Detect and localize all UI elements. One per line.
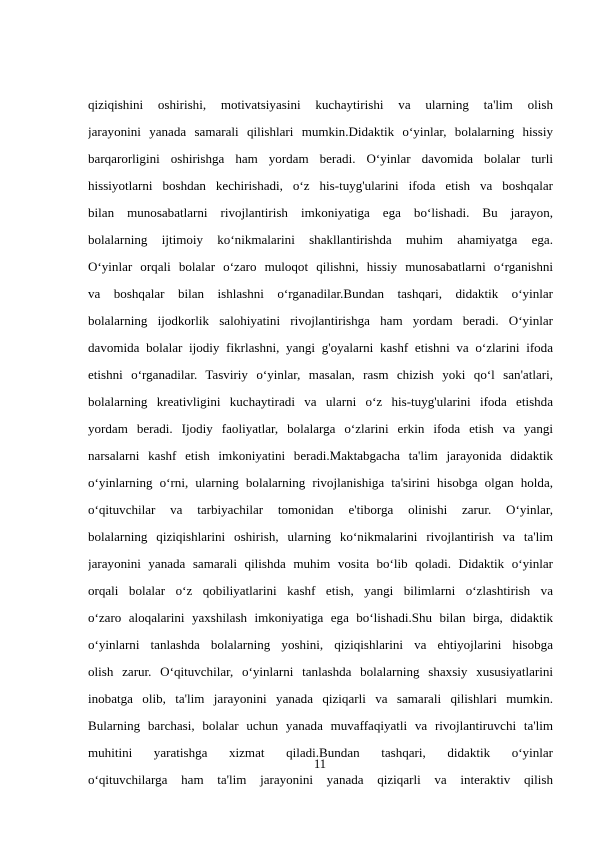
text-line: o‘yinlarni tanlashda bolalarning yoshini, qiziqishlarini va ehtiyojlarini hisobga	[88, 637, 553, 652]
text-line: o‘yinlarning o‘rni, ularning bolalarning rivojlanishiga ta'sirini hisobga olgan holda,	[88, 475, 553, 490]
text-line: bilan munosabatlarni rivojlantirish imkoniyatiga ega bo‘lishadi. Bu jarayon,	[88, 205, 553, 220]
text-line: bolalarning kreativligini kuchaytiradi va ularni o‘z his-tuyg'ularini ifoda etishda	[88, 394, 553, 409]
text-line: O‘yinlar orqali bolalar o‘zaro muloqot qilishni, hissiy munosabatlarni o‘rganishni	[88, 259, 553, 274]
text-line: va boshqalar bilan ishlashni o‘rganadilar.Bundan tashqari, didaktik o‘yinlar	[88, 286, 553, 301]
text-line: muhitini yaratishga xizmat qiladi.Bundan tashqari, didaktik o‘yinlar	[88, 745, 553, 760]
text-line: inobatga olib, ta'lim jarayonini yanada qiziqarli va samarali qilishlari mumkin.	[88, 691, 553, 706]
page-number: 11	[313, 757, 327, 771]
text-line: barqarorligini oshirishga ham yordam beradi. O‘yinlar davomida bolalar turli	[88, 151, 553, 166]
text-line: jarayonini yanada samarali qilishda muhim vosita bo‘lib qoladi. Didaktik o‘yinlar	[88, 556, 553, 571]
text-line: bolalarning ijtimoiy ko‘nikmalarini shakllantirishda muhim ahamiyatga ega.	[88, 232, 553, 247]
text-line: qiziqishini oshirishi, motivatsiyasini kuchaytirishi va ularning ta'lim olish	[88, 97, 553, 112]
text-line: o‘zaro aloqalarini yaxshilash imkoniyatiga ega bo‘lishadi.Shu bilan birga, didaktik	[88, 610, 553, 625]
text-line: yordam beradi. Ijodiy faoliyatlar, bolalarga o‘zlarini erkin ifoda etish va yangi	[88, 421, 553, 436]
text-line: narsalarni kashf etish imkoniyatini beradi.Maktabgacha ta'lim jarayonida didaktik	[88, 448, 553, 463]
text-line: Bularning barchasi, bolalar uchun yanada muvaffaqiyatli va rivojlantiruvchi ta'lim	[88, 718, 553, 733]
text-line: etishni o‘rganadilar. Tasviriy o‘yinlar, masalan, rasm chizish yoki qo‘l san'atlari,	[88, 367, 553, 382]
text-line: o‘qituvchilar va tarbiyachilar tomonidan e'tiborga olinishi zarur. O‘yinlar,	[88, 502, 553, 517]
text-line: hissiyotlarni boshdan kechirishadi, o‘z his-tuyg'ularini ifoda etish va boshqalar	[88, 178, 553, 193]
text-line: bolalarning qiziqishlarini oshirish, ularning ko‘nikmalarini rivojlantirish va ta'lim	[88, 529, 553, 544]
text-line: olish zarur. O‘qituvchilar, o‘yinlarni tanlashda bolalarning shaxsiy xususiyatlarini	[88, 664, 553, 679]
body-text	[88, 91, 553, 793]
text-line: bolalarning ijodkorlik salohiyatini rivojlantirishga ham yordam beradi. O‘yinlar	[88, 313, 553, 328]
text-line: jarayonini yanada samarali qilishlari mumkin.Didaktik o‘yinlar, bolalarning hissiy	[88, 124, 553, 139]
text-line: davomida bolalar ijodiy fikrlashni, yangi g'oyalarni kashf etishni va o‘zlarini ifoda	[88, 340, 553, 355]
text-line: o‘qituvchilarga ham ta'lim jarayonini yanada qiziqarli va interaktiv qilish	[88, 772, 553, 787]
text-line: orqali bolalar o‘z qobiliyatlarini kashf etish, yangi bilimlarni o‘zlashtirish va	[88, 583, 553, 598]
